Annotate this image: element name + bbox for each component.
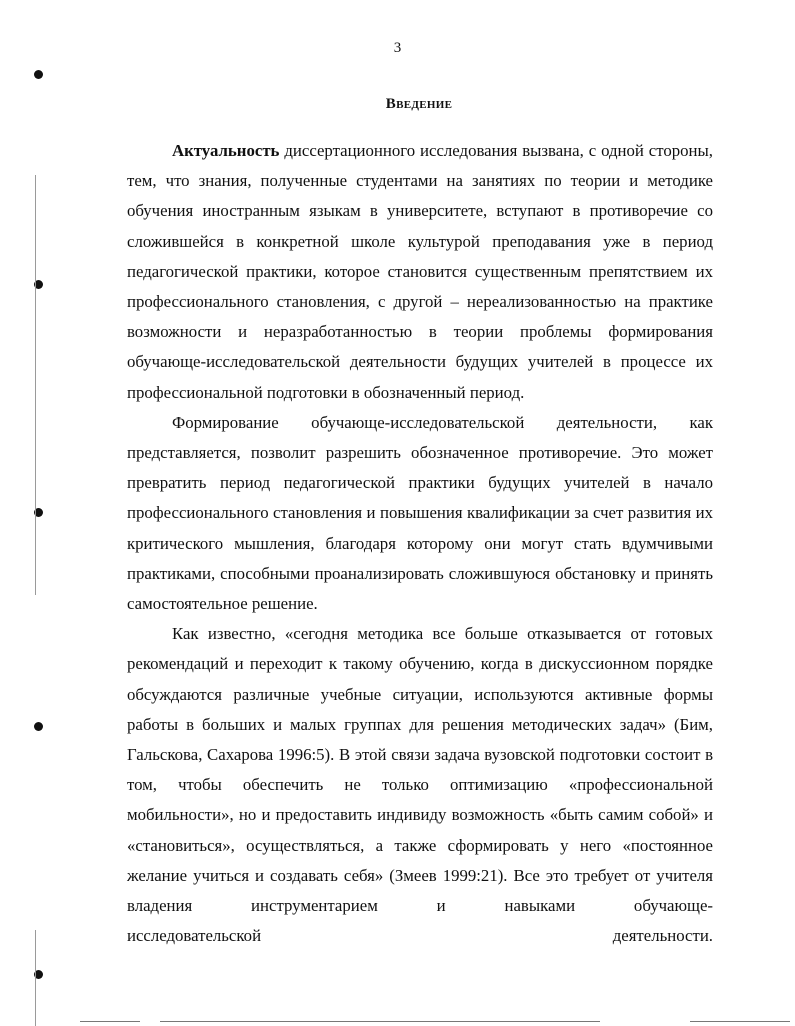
- relevance-lead-term: Актуальность: [172, 141, 280, 160]
- paragraph-methodology: [127, 619, 713, 951]
- page-number: 3: [393, 40, 402, 56]
- paragraph-formation: Формирование обучающе-исследовательской деятельности, как представляется, позволит разрешить обозначенное противоречие. Это может превратить период педагогической практики будущих учителей в начало профессионального становления и повышения квалификации за счет развития их критического мышления, благодаря которому они могут стать вдумчивыми практиками, способными проанализировать сложившуюся обстановку и принять самостоятельное решение.: [127, 412, 713, 614]
- margin-edge-line-lower: [35, 930, 36, 1026]
- methodology-text-tail: исследовательской деятельности.: [127, 926, 713, 946]
- paragraph-relevance: [127, 136, 713, 408]
- margin-edge-line: [35, 175, 36, 595]
- binder-hole-4: [34, 722, 43, 731]
- body-text: [127, 136, 713, 951]
- binder-hole-1: [34, 70, 43, 79]
- methodology-text: Как известно, «сегодня методика все больше отказывается от готовых рекомендаций и переходит к такому обучению, когда в дискуссионном порядке обсуждаются различные учебные ситуации, используются активные формы работы в больших и малых группах для решения методических задач» (Бим, Гальскова, Сахарова 1996:5). В этой связи задача вузовской подготовки состоит в том, чтобы обеспечить не только оптимизацию «профессиональной мобильности», но и предоставить индивиду возможность «быть самим собой» и «становиться», осуществляться, а также сформировать у него «постоянное желание учиться и создавать себя» (Змеев 1999:21). Все это требует от учителя владения инструментарием и навыками обучающе-: [127, 624, 713, 916]
- scan-bottom-line-1: [80, 1021, 140, 1022]
- section-heading: Введение: [385, 96, 453, 112]
- relevance-text: диссертационного исследования вызвана, с одной стороны, тем, что знания, полученные студентами на занятиях по теории и методике обучения иностранным языкам в университете, вступают в противоречие со сложившейся в конкретной школе культурой преподавания уже в период педагогической практики, которое становится существенным препятствием их профессионального становления, с другой – нереализованностью на практике возможности и неразработанностью в теории проблемы формирования обучающе-исследовательской деятельности будущих учителей в процессе их профессиональной подготовки в обозначенный период.: [127, 141, 713, 402]
- scan-bottom-line-2: [160, 1021, 600, 1022]
- scan-bottom-line-3: [690, 1021, 790, 1022]
